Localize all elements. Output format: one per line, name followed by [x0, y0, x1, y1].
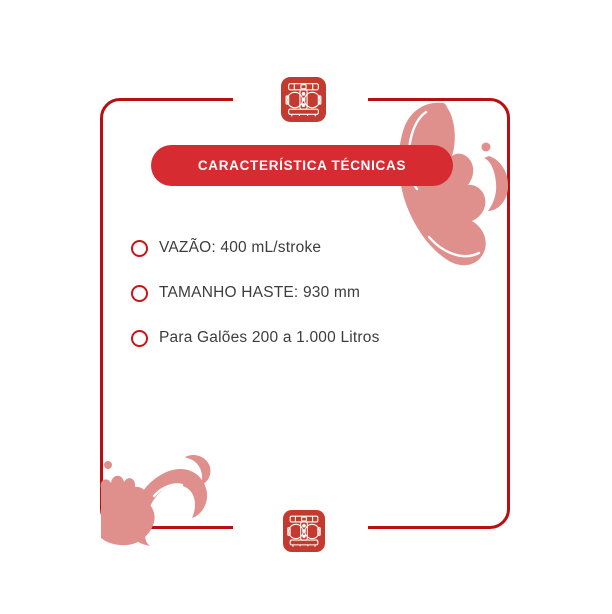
list-item: [131, 239, 380, 257]
section-title-pill: [151, 145, 453, 186]
feature-text: VAZÃO: 400 mL/stroke: [159, 239, 322, 256]
feature-text: TAMANHO HASTE: 930 mm: [159, 284, 361, 301]
wave-splash-icon: [99, 452, 219, 547]
pump-badge-bottom: [283, 510, 325, 552]
bullet-ring-icon: [131, 285, 148, 302]
list-item: [131, 284, 380, 302]
bullet-ring-icon: [131, 330, 148, 347]
feature-text: Para Galões 200 a 1.000 Litros: [159, 329, 380, 346]
list-item: [131, 329, 380, 347]
pump-badge-top: [281, 77, 326, 122]
bullet-ring-icon: [131, 240, 148, 257]
feature-list: [131, 239, 380, 374]
section-title: CARACTERÍSTICA TÉCNICAS: [197, 158, 407, 173]
diaphragm-pump-icon: [283, 510, 325, 552]
diaphragm-pump-icon: [281, 77, 326, 122]
